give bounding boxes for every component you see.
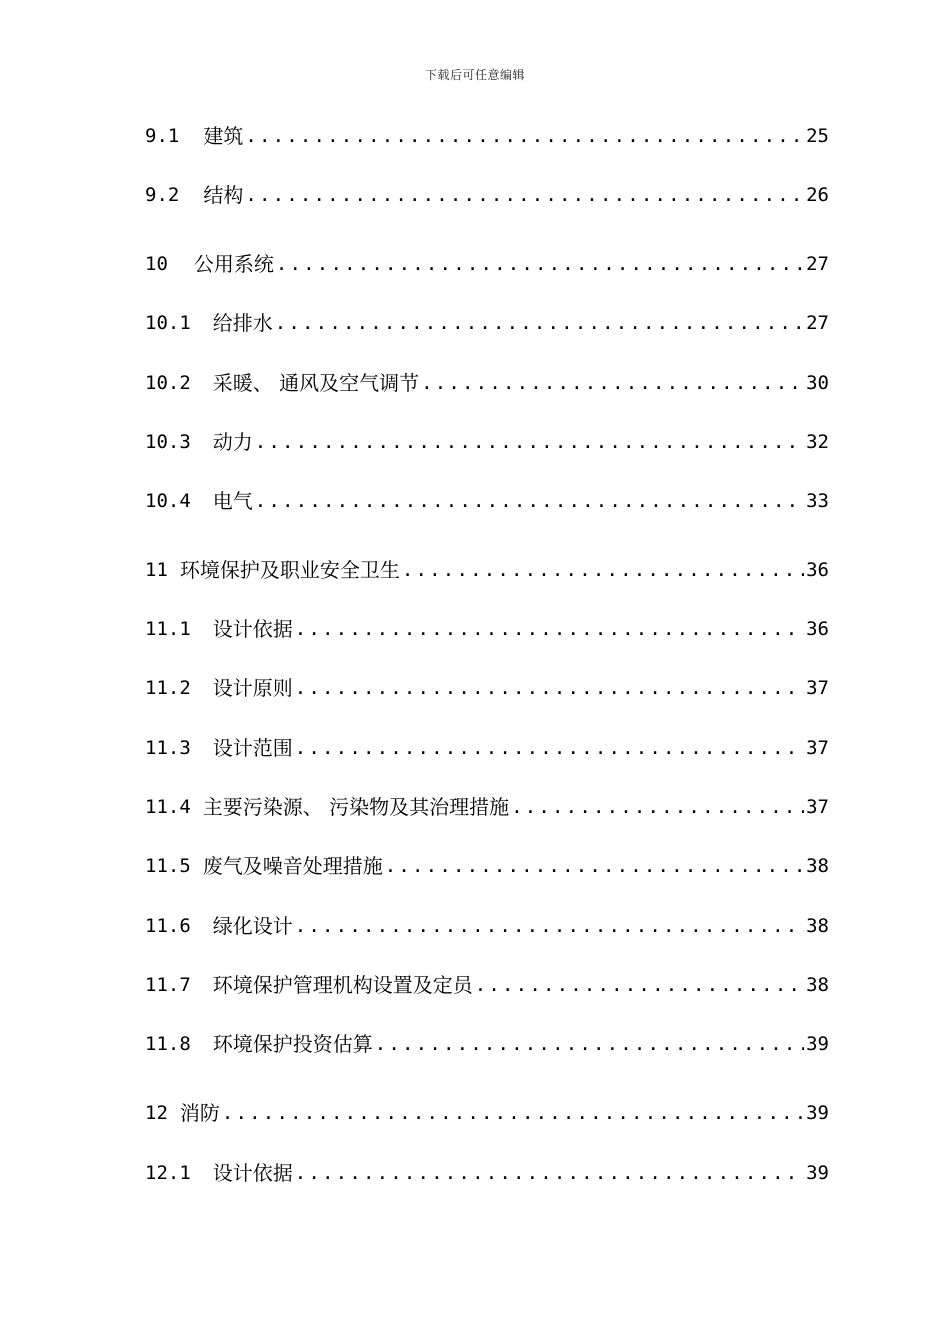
toc-entry xyxy=(145,614,829,644)
toc-entry-number: 11.8 xyxy=(145,1033,191,1055)
toc-entry-number: 10.3 xyxy=(145,431,191,453)
toc-entry-title: 给排水 xyxy=(212,311,273,335)
toc-entry xyxy=(145,249,829,279)
toc-entry xyxy=(145,368,829,398)
toc-entry-page: 39 xyxy=(806,1102,829,1124)
toc-entry-title: 主要污染源、 污染物及其治理措施 xyxy=(202,795,510,819)
toc-entry-number: 10.2 xyxy=(145,372,191,394)
toc-entry-number: 12.1 xyxy=(145,1162,191,1184)
toc-entry-number: 10 xyxy=(145,253,168,275)
toc-entry-title: 采暖、 通风及空气调节 xyxy=(212,371,420,395)
toc-entry-number: 12 xyxy=(145,1102,168,1124)
toc-entry-number: 11 xyxy=(145,559,168,581)
toc-entry xyxy=(145,1029,829,1059)
toc-entry-page: 37 xyxy=(806,796,829,818)
toc-entry-title: 环境保护管理机构设置及定员 xyxy=(212,973,473,997)
page-header: 下载后可任意编辑 xyxy=(424,68,525,82)
dot-leader xyxy=(245,180,804,210)
toc-entry xyxy=(145,970,829,1000)
toc-entry-title: 建筑 xyxy=(203,124,244,148)
dot-leader xyxy=(295,733,804,763)
toc-entry-number: 9.1 xyxy=(145,125,180,147)
toc-entry-title: 设计原则 xyxy=(212,676,293,700)
toc-entry-number: 10.4 xyxy=(145,490,191,512)
toc-entry-page: 27 xyxy=(806,253,829,275)
toc-entry xyxy=(145,555,829,585)
toc-entry-page: 38 xyxy=(806,915,829,937)
toc-entry-page: 26 xyxy=(806,184,829,206)
toc-entry xyxy=(145,486,829,516)
toc-entry-title: 动力 xyxy=(212,430,253,454)
toc-entry-title: 消防 xyxy=(179,1101,220,1125)
toc-entry-number: 11.2 xyxy=(145,677,191,699)
toc-entry-page: 38 xyxy=(806,855,829,877)
dot-leader xyxy=(255,486,804,516)
toc-entry xyxy=(145,851,829,881)
dot-leader xyxy=(245,121,804,151)
dot-leader xyxy=(402,555,804,585)
toc-entry-page: 36 xyxy=(806,618,829,640)
dot-leader xyxy=(295,614,804,644)
toc-entry xyxy=(145,1158,829,1188)
toc-entry-page: 39 xyxy=(806,1162,829,1184)
toc-entry-title: 绿化设计 xyxy=(212,914,293,938)
toc-entry-number: 10.1 xyxy=(145,312,191,334)
toc-entry-number: 11.6 xyxy=(145,915,191,937)
dot-leader xyxy=(295,1158,804,1188)
dot-leader xyxy=(421,368,804,398)
toc-entry-page: 25 xyxy=(806,125,829,147)
toc-entry-title: 公用系统 xyxy=(193,252,274,276)
toc-entry-title: 环境保护及职业安全卫生 xyxy=(179,558,400,582)
toc-entry-title: 设计范围 xyxy=(212,736,293,760)
toc-entry-title: 设计依据 xyxy=(212,1161,293,1185)
toc-entry-number: 11.5 xyxy=(145,855,191,877)
toc-entry xyxy=(145,792,829,822)
toc-entry-number: 11.3 xyxy=(145,737,191,759)
dot-leader xyxy=(295,673,804,703)
dot-leader xyxy=(375,1029,804,1059)
toc-entry-title: 结构 xyxy=(203,183,244,207)
toc-entry xyxy=(145,308,829,338)
toc-entry-title: 环境保护投资估算 xyxy=(212,1032,373,1056)
dot-leader xyxy=(222,1098,804,1128)
toc-entry-page: 32 xyxy=(806,431,829,453)
toc-entry-page: 38 xyxy=(806,974,829,996)
toc-entry-number: 11.7 xyxy=(145,974,191,996)
toc-entry xyxy=(145,673,829,703)
toc-entry-number: 11.1 xyxy=(145,618,191,640)
toc-entry xyxy=(145,733,829,763)
toc-entry-page: 37 xyxy=(806,677,829,699)
toc-entry xyxy=(145,911,829,941)
toc-entry-page: 30 xyxy=(806,372,829,394)
toc-entry-page: 39 xyxy=(806,1033,829,1055)
toc-entry-title: 电气 xyxy=(212,489,253,513)
dot-leader xyxy=(385,851,804,881)
dot-leader xyxy=(475,970,804,1000)
toc-entry-page: 37 xyxy=(806,737,829,759)
dot-leader xyxy=(255,427,804,457)
dot-leader xyxy=(511,792,804,822)
toc-entry xyxy=(145,1098,829,1128)
toc-entry-title: 设计依据 xyxy=(212,617,293,641)
dot-leader xyxy=(276,249,804,279)
toc-entry xyxy=(145,121,829,151)
toc-entry-page: 33 xyxy=(806,490,829,512)
toc-entry-number: 11.4 xyxy=(145,796,191,818)
toc-entry-title: 废气及噪音处理措施 xyxy=(202,854,383,878)
toc-entry xyxy=(145,427,829,457)
dot-leader xyxy=(275,308,804,338)
toc-entry-page: 27 xyxy=(806,312,829,334)
toc-entry-number: 9.2 xyxy=(145,184,180,206)
toc-entry xyxy=(145,180,829,210)
toc-entry-page: 36 xyxy=(806,559,829,581)
dot-leader xyxy=(295,911,804,941)
